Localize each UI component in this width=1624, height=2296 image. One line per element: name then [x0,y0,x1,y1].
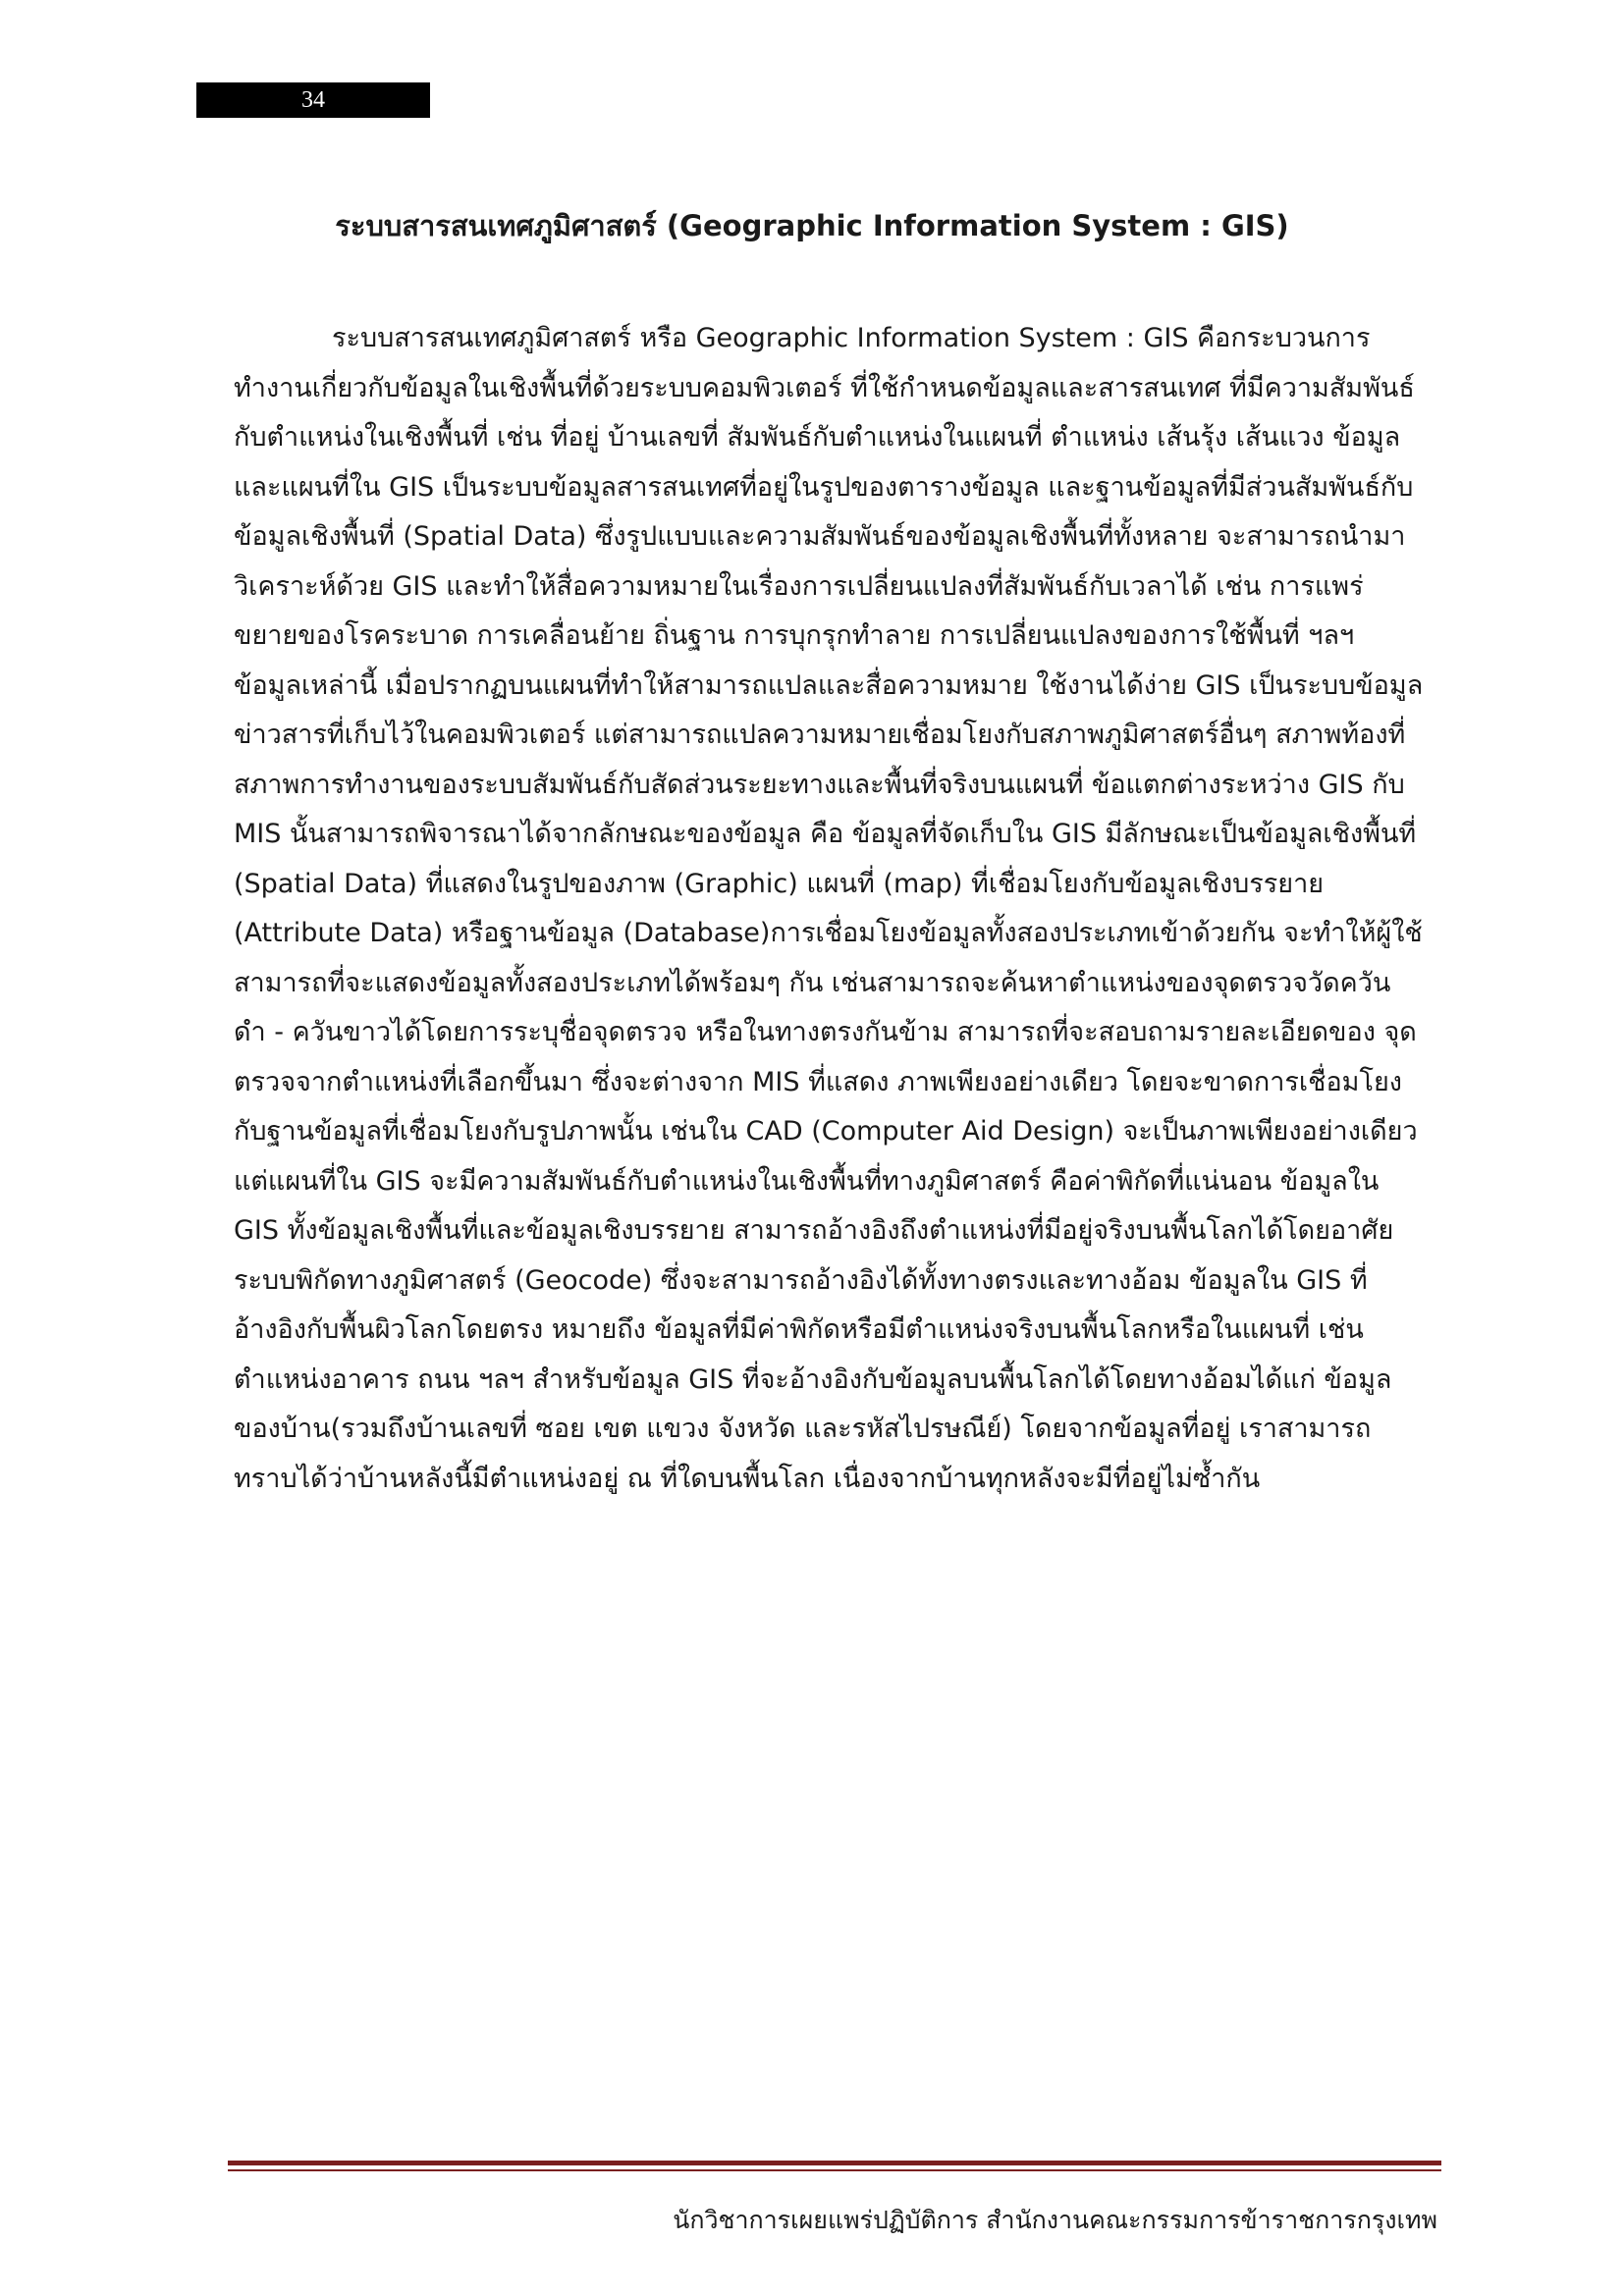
paragraph-line: GIS ทั้งข้อมูลเชิงพื้นที่และข้อมูลเชิงบรรยาย สามารถอ้างอิงถึงตำแหน่งที่มีอยู่จริงบนพื้นโลกได้โดยอาศัย [234,1215,1394,1246]
paragraph-line: กับตำแหน่งในเชิงพื้นที่ เช่น ที่อยู่ บ้านเลขที่ สัมพันธ์กับตำแหน่งในแผนที่ ตำแหน่ง เส้นรุ้ง เส้นแวง ข้อมูล [234,422,1401,453]
paragraph-line: ระบบพิกัดทางภูมิศาสตร์ (Geocode) ซึ่งจะสามารถอ้างอิงได้ทั้งทางตรงและทางอ้อม ข้อมูลใน GIS ที่ [234,1264,1368,1296]
paragraph-line: ขยายของโรคระบาด การเคลื่อนย้าย ถิ่นฐาน การบุกรุกทำลาย การเปลี่ยนแปลงของการใช้พื้นที่ ฯลฯ [234,620,1355,651]
paragraph-line: กับฐานข้อมูลที่เชื่อมโยงกับรูปภาพนั้น เช่นใน CAD (Computer Aid Design) จะเป็นภาพเพียงอย่างเดียว [234,1116,1418,1147]
paragraph-line: ทำงานเกี่ยวกับข้อมูลในเชิงพื้นที่ด้วยระบบคอมพิวเตอร์ ที่ใช้กำหนดข้อมูลและสารสนเทศ ที่มีความสัมพันธ์ [234,372,1415,403]
paragraph-line: MIS นั้นสามารถพิจารณาได้จากลักษณะของข้อมูล คือ ข้อมูลที่จัดเก็บใน GIS มีลักษณะเป็นข้อมูลเชิงพื้นที่ [234,819,1417,849]
paragraph-line: ระบบสารสนเทศภูมิศาสตร์ หรือ Geographic Information System : GIS คือกระบวนการ [332,323,1371,353]
paragraph-line: ตำแหน่งอาคาร ถนน ฯลฯ สำหรับข้อมูล GIS ที่จะอ้างอิงกับข้อมูลบนพื้นโลกได้โดยทางอ้อมได้แก่ ข้อมูล [234,1363,1392,1395]
paragraph-line: ทราบได้ว่าบ้านหลังนี้มีตำแหน่งอยู่ ณ ที่ใดบนพื้นโลก เนื่องจากบ้านทุกหลังจะมีที่อยู่ไม่ซ้ำกัน [234,1463,1261,1494]
footer-divider [228,2161,1441,2165]
page-number-bar [196,82,430,118]
footer-divider-thin [228,2169,1441,2171]
paragraph-line: ตรวจจากตำแหน่งที่เลือกขึ้นมา ซึ่งจะต่างจาก MIS ที่แสดง ภาพเพียงอย่างเดียว โดยจะขาดการเชื่อมโยง [234,1066,1402,1097]
paragraph-line: ข้อมูลเชิงพื้นที่ (Spatial Data) ซึ่งรูปแบบและความสัมพันธ์ของข้อมูลเชิงพื้นที่ทั้งหลาย จะสามารถนำมา [234,521,1406,552]
paragraph-line: สภาพการทำงานของระบบสัมพันธ์กับสัดส่วนระยะทางและพื้นที่จริงบนแผนที่ ข้อแตกต่างระหว่าง GIS กับ [234,769,1405,800]
paragraph-line: สามารถที่จะแสดงข้อมูลทั้งสองประเภทได้พร้อมๆ กัน เช่นสามารถจะค้นหาตำแหน่งของจุดตรวจวัดควัน [234,967,1391,998]
paragraph-line: ข่าวสารที่เก็บไว้ในคอมพิวเตอร์ แต่สามารถแปลความหมายเชื่อมโยงกับสภาพภูมิศาสตร์อื่นๆ สภาพท้องที่ [234,720,1406,750]
paragraph-line: ดำ - ควันขาวได้โดยการระบุชื่อจุดตรวจ หรือในทางตรงกันข้าม สามารถที่จะสอบถามรายละเอียดของ จุด [234,1017,1417,1047]
paragraph-line: ของบ้าน(รวมถึงบ้านเลขที่ ซอย เขต แขวง จังหวัด และรหัสไปรษณีย์) โดยจากข้อมูลที่อยู่ เราสามารถ [234,1414,1372,1444]
page-title: ระบบสารสนเทศภูมิศาสตร์ (Geographic Information System : GIS) [335,209,1289,242]
body-paragraph [234,314,1439,1504]
paragraph-line: อ้างอิงกับพื้นผิวโลกโดยตรง หมายถึง ข้อมูลที่มีค่าพิกัดหรือมีตำแหน่งจริงบนพื้นโลกหรือในแผนที่ เช่น [234,1314,1364,1345]
paragraph-line: และแผนที่ใน GIS เป็นระบบข้อมูลสารสนเทศที่อยู่ในรูปของตารางข้อมูล และฐานข้อมูลที่มีส่วนสัมพันธ์กับ [234,471,1414,503]
footer-organization: นักวิชาการเผยแพร่ปฏิบัติการ สำนักงานคณะกรรมการข้าราชการกรุงเทพ [673,2206,1437,2234]
paragraph-line: วิเคราะห์ด้วย GIS และทำให้สื่อความหมายในเรื่องการเปลี่ยนแปลงที่สัมพันธ์กับเวลาได้ เช่น การแพร่ [234,570,1364,602]
paragraph-line: (Attribute Data) หรือฐานข้อมูล (Database)การเชื่อมโยงข้อมูลทั้งสองประเภทเข้าด้วยกัน จะทำให้ผู้ใช้ [234,918,1423,948]
page-number: 34 [301,87,325,113]
paragraph-line: แต่แผนที่ใน GIS จะมีความสัมพันธ์กับตำแหน่งในเชิงพื้นที่ทางภูมิศาสตร์ คือค่าพิกัดที่แน่นอน ข้อมูลใน [234,1165,1380,1197]
paragraph-line: ข้อมูลเหล่านี้ เมื่อปรากฏบนแผนที่ทำให้สามารถแปลและสื่อความหมาย ใช้งานได้ง่าย GIS เป็นระบบข้อมูล [234,669,1424,701]
paragraph-line: (Spatial Data) ที่แสดงในรูปของภาพ (Graphic) แผนที่ (map) ที่เชื่อมโยงกับข้อมูลเชิงบรรยาย [234,868,1325,899]
